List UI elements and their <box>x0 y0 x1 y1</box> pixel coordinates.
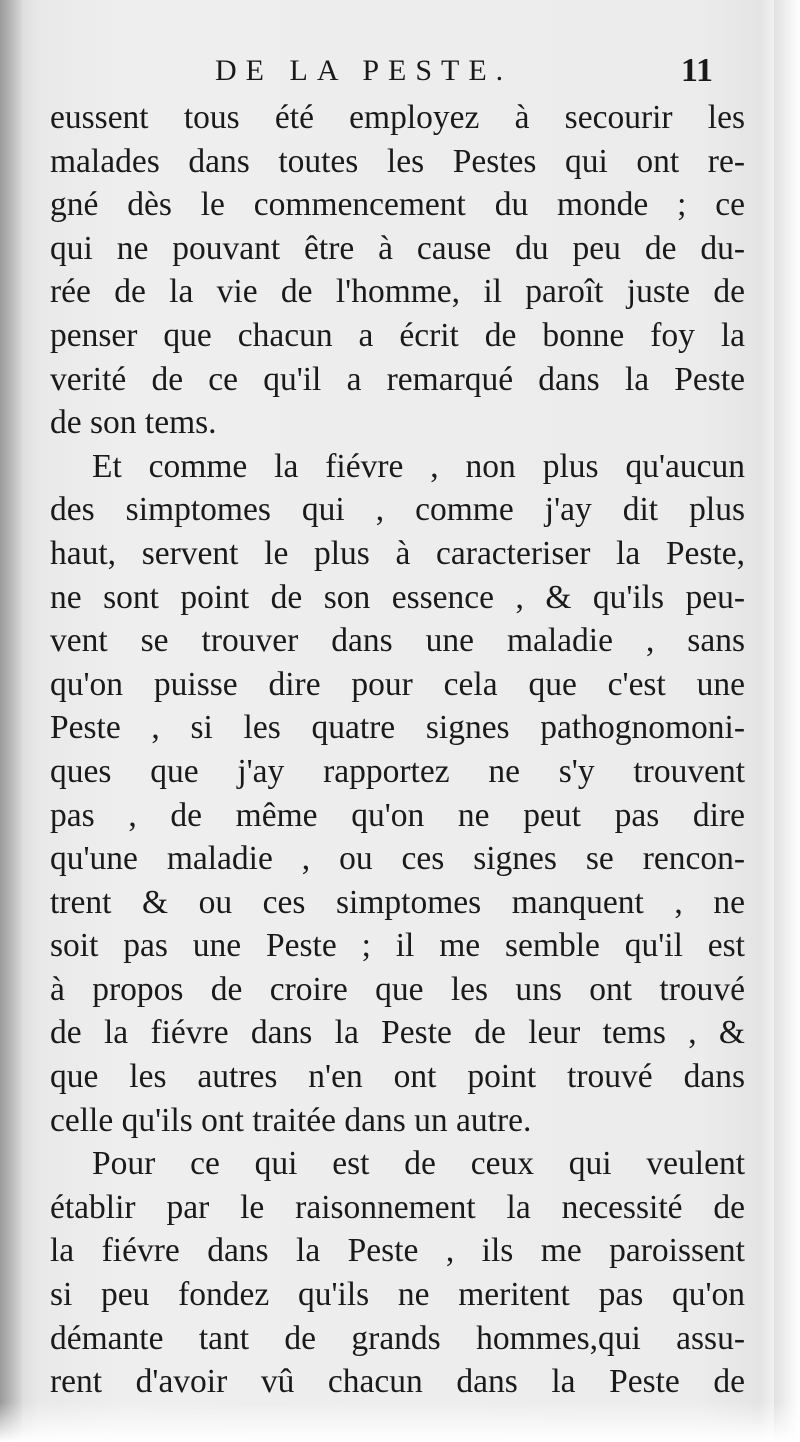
text-line: soit pas une Peste ; il me semble qu'il est <box>50 927 745 965</box>
text-line: vent se trouver dans une maladie , sans <box>50 622 745 660</box>
text-line: trent & ou ces simptomes manquent , ne <box>50 883 745 921</box>
book-page <box>50 52 745 1404</box>
text-line: de la fiévre dans la Peste de leur tems , & <box>50 1014 745 1052</box>
text-line: des simptomes qui , comme j'ay dit plus <box>50 491 745 529</box>
binding-shadow <box>0 0 22 1442</box>
text-line: la fiévre dans la Peste , ils me paroissent <box>50 1232 745 1270</box>
text-line: ne sont point de son essence , & qu'ils peu- <box>50 578 745 616</box>
page-bottom-edge <box>0 1402 800 1442</box>
text-line: ques que j'ay rapportez ne s'y trouvent <box>50 752 745 790</box>
paragraph-end-line: celle qu'ils ont traitée dans un autre. <box>50 1101 532 1139</box>
paragraph-start-line: Et comme la fiévre , non plus qu'aucun <box>92 447 745 485</box>
paragraph-start-line: Pour ce qui est de ceux qui veulent <box>92 1145 745 1183</box>
page-number: 11 <box>680 52 713 89</box>
text-line: qu'une maladie , ou ces signes se rencon- <box>50 840 745 878</box>
running-title: DE LA PESTE. <box>215 54 513 87</box>
running-head <box>50 52 745 96</box>
text-line: malades dans toutes les Pestes qui ont re- <box>50 142 745 180</box>
text-line: qui ne pouvant être à cause du peu de du- <box>50 229 745 267</box>
text-line: établir par le raisonnement la necessité de <box>50 1188 745 1226</box>
text-line: Peste , si les quatre signes pathognomoni- <box>50 709 745 747</box>
text-line: si peu fondez qu'ils ne meritent pas qu'on <box>50 1276 745 1314</box>
text-line: verité de ce qu'il a remarqué dans la Peste <box>50 360 745 398</box>
text-line: à propos de croire que les uns ont trouvé <box>50 970 745 1008</box>
text-line: eussent tous été employez à secourir les <box>50 99 745 136</box>
text-line: pas , de même qu'on ne peut pas dire <box>50 796 745 834</box>
text-line: rent d'avoir vû chacun dans la Peste de <box>50 1363 745 1401</box>
text-line: penser que chacun a écrit de bonne foy la <box>50 316 745 354</box>
text-line: haut, servent le plus à caracteriser la Peste, <box>50 534 745 572</box>
text-line: démante tant de grands hommes,qui assu- <box>50 1319 745 1357</box>
page-edge <box>774 0 800 1442</box>
text-line: qu'on puisse dire pour cela que c'est une <box>50 665 745 703</box>
text-line: gné dès le commencement du monde ; ce <box>50 186 745 224</box>
body-text <box>50 96 745 1404</box>
paragraph-end-line: de son tems. <box>50 404 217 442</box>
text-line: que les autres n'en ont point trouvé dans <box>50 1058 745 1096</box>
text-line: rée de la vie de l'homme, il paroît juste de <box>50 273 745 311</box>
